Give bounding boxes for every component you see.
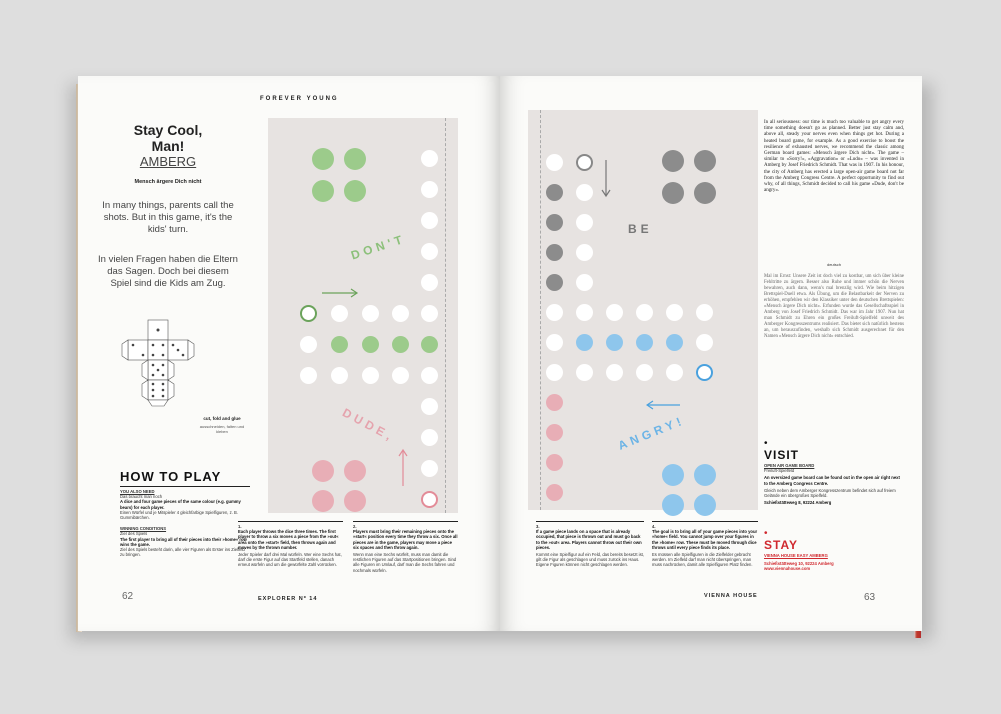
win-en: The first player to bring all of their pieces into their »home« row wins the game.	[120, 536, 247, 547]
article-subtitle: AMBERG	[139, 154, 197, 169]
need-en: A dice and four game pieces of the same colour (e.g. gummy bears) for each player.	[120, 499, 241, 510]
gray-home-piece[interactable]	[694, 182, 716, 204]
board-field[interactable]	[696, 334, 713, 351]
gray-home-piece[interactable]	[662, 182, 684, 204]
board-field[interactable]	[331, 305, 348, 322]
language-label: deutsch	[826, 262, 841, 267]
stay-address: Schießstätteweg 10, 92224 Amberg	[764, 561, 834, 567]
board-field[interactable]	[666, 364, 683, 381]
you-also-need-de: Das braucht man noch	[120, 494, 163, 500]
winning-label: WINNING CONDITIONS	[120, 526, 167, 532]
board-field[interactable]	[606, 304, 623, 321]
board-field[interactable]	[576, 184, 593, 201]
step-3-de: Kommt eine Spielfigur auf ein Feld, das bereits besetzt ist, gilt die Figur als geschlagen und muss zurück ins Haus. Eigene Figuren können nicht geschlagen werden.	[536, 552, 644, 568]
step-3-en: If a game piece lands on a space that is already occupied, that piece is thrown out and must go back to the »out« area. Players cannot throw out their own pieces.	[536, 529, 642, 550]
stay-heading: STAY	[764, 538, 799, 552]
green-goal-field[interactable]	[362, 336, 379, 353]
board-field[interactable]	[576, 304, 593, 321]
winning-de: Ziel des Spiels	[120, 531, 148, 537]
you-also-need-label: YOU ALSO NEED	[120, 489, 155, 494]
cut-line	[445, 118, 447, 513]
board-field[interactable]	[421, 398, 438, 415]
board-field[interactable]	[421, 460, 438, 477]
step-3-number: 3.	[536, 524, 540, 529]
visit-heading: VISIT	[764, 448, 800, 462]
step-2-number: 2.	[353, 524, 357, 529]
blue-home-piece[interactable]	[662, 494, 684, 516]
game-name: Mensch ärgere Dich nicht	[134, 179, 202, 185]
board-word-dont: DON'T	[349, 231, 408, 263]
step-2-en: Players must bring their remaining pieces onto the »start« position every time they throw a six. Once all pieces are in the game, players may move a piece six spaces and then throw again.	[353, 529, 458, 550]
visit-subheading: OPEN AIR GAME BOARD	[764, 463, 815, 468]
board-field[interactable]	[392, 305, 409, 322]
board-field[interactable]	[421, 367, 438, 384]
magazine-footer: EXPLORER Nº 14	[258, 596, 318, 602]
gray-goal-field[interactable]	[546, 184, 563, 201]
need-de: Einen Würfel und je Mitspieler 4 gleichfarbige Spielfiguren, z. B. Gummibärchen.	[120, 509, 239, 521]
cut-caption-en: cut, fold and glue	[203, 416, 241, 421]
page-number-left: 62	[122, 591, 134, 602]
board-field[interactable]	[576, 364, 593, 381]
board-field[interactable]	[576, 214, 593, 231]
pink-goal-field[interactable]	[546, 454, 563, 471]
how-to-play-block	[120, 486, 250, 557]
step-4-de: Es müssen alle Spielfiguren in die Zielfelder gebracht werden. Im Zielfeld darf man nicht überspringen, man muss nachrücken, damit alle Spielfiguren Platz finden.	[652, 552, 753, 568]
board-field[interactable]	[421, 181, 438, 198]
game-board-left	[268, 118, 458, 513]
title-line1: Stay Cool,	[133, 122, 203, 138]
board-field[interactable]	[300, 336, 317, 353]
board-field[interactable]	[421, 274, 438, 291]
green-home-piece[interactable]	[312, 180, 334, 202]
left-page	[78, 76, 500, 631]
board-field[interactable]	[636, 364, 653, 381]
board-field[interactable]	[576, 274, 593, 291]
board-field[interactable]	[392, 367, 409, 384]
page-number-right: 63	[864, 592, 876, 603]
gray-home-piece[interactable]	[662, 150, 684, 172]
how-to-play-heading: HOW TO PLAY	[120, 469, 222, 484]
step-1	[238, 521, 343, 568]
board-word-be: BE	[628, 222, 653, 236]
step-1-de: Jeder Spieler darf drei Mal würfeln. Wer eine Sechs hat, darf die erste Figur auf das Startfeld stellen, danach erneut würfeln und um die gewürfelte Zahl vorrücken.	[238, 552, 342, 568]
visit-address: Schießstätteweg 8, 92224 Amberg	[764, 500, 832, 506]
article-title	[98, 122, 238, 154]
cut-caption-de: ausschneiden, falten und kleben	[199, 424, 245, 434]
board-field[interactable]	[362, 305, 379, 322]
pink-home-piece[interactable]	[312, 460, 334, 482]
pink-home-piece[interactable]	[344, 460, 366, 482]
arrow-up-icon	[398, 448, 408, 488]
dice-cutout-net	[118, 318, 228, 418]
blue-start-field[interactable]	[696, 364, 713, 381]
step-4-en: The goal is to bring all of your game pieces into your »home« field. You cannot jump over your figures in the »home« row. These must be moved through dice throws until every piece finds its place.	[652, 529, 758, 550]
step-2-de: Wenn man eine Sechs würfelt, muss man damit die restlichen Figuren auf das Startpositionen bringen. Sind alle Figuren im Umlauf, darf man die Sechs fahren und nochmals würfeln.	[353, 552, 457, 573]
win-de: Ziel des Spiels besteht darin, alle vier Figuren als Erster ins Zielfeld zu bringen.	[120, 547, 245, 558]
pink-home-piece[interactable]	[312, 490, 334, 512]
green-home-piece[interactable]	[344, 180, 366, 202]
article-body-de: Mal im Ernst: Unsere Zeit ist doch viel zu kostbar, um sich über kleine Fehltritte zu ärgern. Besser also Ruhe und immer schön die Nerven bewahren, auch dann, wenn's mal brenzlig wird. Wie beim hitzigen Brettspiel-Duell etwa. Als Übung, um die Belastbarkeit der Nerven zu erhöhen, empfehlen wir den Klassiker unter den deutschen Brettspielen: »Mensch ärgere Dich nicht«. Erfunden wurde das Gesellschaftsspiel in Amberg von Josef Friedrich Schmidt. Das war im Jahr 1907. Nun hat man Schmidt zu Ehren ein großes Freiluft-Spielfeld unweit des Amberger Kongresszentrums realisiert. Das bietet sich natürlich bestens an, um herauszufinden, weshalb sich Schmidt ausgerechnet für den Namen »Mensch ärgere Dich nicht« entschied.	[764, 274, 904, 339]
green-goal-field[interactable]	[331, 336, 348, 353]
language-divider	[764, 262, 904, 267]
right-page	[500, 76, 922, 631]
board-field[interactable]	[546, 304, 563, 321]
visit-block	[764, 463, 904, 505]
step-1-en: Each player throws the dice three times. The first player to throw a six moves a piece from the »out« area onto the »start« field, then throws again and moves by the thrown number.	[238, 529, 339, 550]
intro-german: In vielen Fragen haben die Eltern das Sagen. Doch bei diesem Spiel sind die Kids am Zug.	[98, 254, 238, 289]
stay-website[interactable]: www.viennahouse.com	[764, 566, 811, 572]
blue-home-piece[interactable]	[694, 464, 716, 486]
board-field[interactable]	[421, 305, 438, 322]
intro-english: In many things, parents call the shots. But in this game, it's the kids' turn.	[102, 200, 234, 235]
step-2	[353, 521, 458, 573]
bullet-icon: •	[764, 528, 768, 539]
board-field[interactable]	[331, 367, 348, 384]
board-field[interactable]	[546, 154, 563, 171]
gray-start-field[interactable]	[576, 154, 593, 171]
step-4-number: 4.	[652, 524, 656, 529]
board-field[interactable]	[696, 304, 713, 321]
board-field[interactable]	[636, 304, 653, 321]
stay-block	[764, 553, 904, 572]
board-field[interactable]	[421, 243, 438, 260]
blue-goal-field[interactable]	[636, 334, 653, 351]
board-field[interactable]	[421, 150, 438, 167]
title-line2: Man!	[151, 138, 185, 154]
board-word-dude: DUDE,	[340, 405, 398, 445]
brand-footer: VIENNA HOUSE	[704, 593, 758, 599]
board-field[interactable]	[606, 364, 623, 381]
game-board-right	[528, 110, 758, 510]
green-home-piece[interactable]	[344, 148, 366, 170]
step-4	[652, 521, 758, 568]
blue-home-piece[interactable]	[662, 464, 684, 486]
gray-goal-field[interactable]	[546, 244, 563, 261]
board-field[interactable]	[666, 304, 683, 321]
stay-hotel: VIENNA HOUSE EASY AMBERG	[764, 553, 828, 558]
board-word-angry: ANGRY!	[615, 413, 687, 453]
board-field[interactable]	[546, 334, 563, 351]
board-field[interactable]	[300, 367, 317, 384]
step-1-number: 1.	[238, 524, 242, 529]
gray-home-piece[interactable]	[694, 150, 716, 172]
cut-line	[540, 110, 542, 510]
green-home-piece[interactable]	[312, 148, 334, 170]
board-field[interactable]	[576, 244, 593, 261]
board-field[interactable]	[546, 364, 563, 381]
gray-goal-field[interactable]	[546, 274, 563, 291]
board-field[interactable]	[362, 367, 379, 384]
green-goal-field[interactable]	[421, 336, 438, 353]
pink-goal-field[interactable]	[546, 484, 563, 501]
pink-start-field[interactable]	[421, 491, 438, 508]
gray-goal-field[interactable]	[546, 214, 563, 231]
article-body-en: In all seriousness: our time is much too valuable to get angry every time something doesn't go as planned. Better just stay calm and, above all, steady your nerves even when things get hot. During a heated board game, for example. As a good exercise to boost the resilience of exhausted nerves, we recommend the classic among German board games: »Mensch ärgere Dich nicht«. The game – similar to »Sorry!«, »Aggravation« or »Ludo« – was invented in Amberg by Josef Friedrich Schmidt. That was in 1907. In his honour, the city of Amberg has erected a large open-air game board not far from the Amberg Congress Centre. A perfect opportunity to find out why, of all things, Schmidt decided to call his game »Dude, don't be angry«.	[764, 120, 904, 194]
pink-home-piece[interactable]	[344, 490, 366, 512]
step-3	[536, 521, 644, 568]
board-field[interactable]	[421, 429, 438, 446]
section-header: FOREVER YOUNG	[260, 96, 339, 102]
green-goal-field[interactable]	[392, 336, 409, 353]
arrow-left-icon	[646, 400, 682, 410]
arrow-down-icon	[601, 158, 611, 198]
blue-goal-field[interactable]	[606, 334, 623, 351]
blue-goal-field[interactable]	[576, 334, 593, 351]
arrow-right-icon	[320, 288, 360, 298]
green-start-field[interactable]	[300, 305, 317, 322]
board-field[interactable]	[421, 212, 438, 229]
pink-goal-field[interactable]	[546, 424, 563, 441]
blue-home-piece[interactable]	[694, 494, 716, 516]
blue-goal-field[interactable]	[666, 334, 683, 351]
visit-de: Gleich neben dem Amberger Kongresszentrum befindet sich auf freiem Gelände ein übergroßes Spielfeld.	[764, 487, 896, 499]
bullet-icon: •	[764, 438, 768, 449]
visit-subheading-de: Freiluft-Spielfeld	[764, 468, 795, 474]
visit-en: An oversized game board can be found out in the open air right next to the Amberg Congress Centre.	[764, 475, 900, 486]
pink-goal-field[interactable]	[546, 394, 563, 411]
